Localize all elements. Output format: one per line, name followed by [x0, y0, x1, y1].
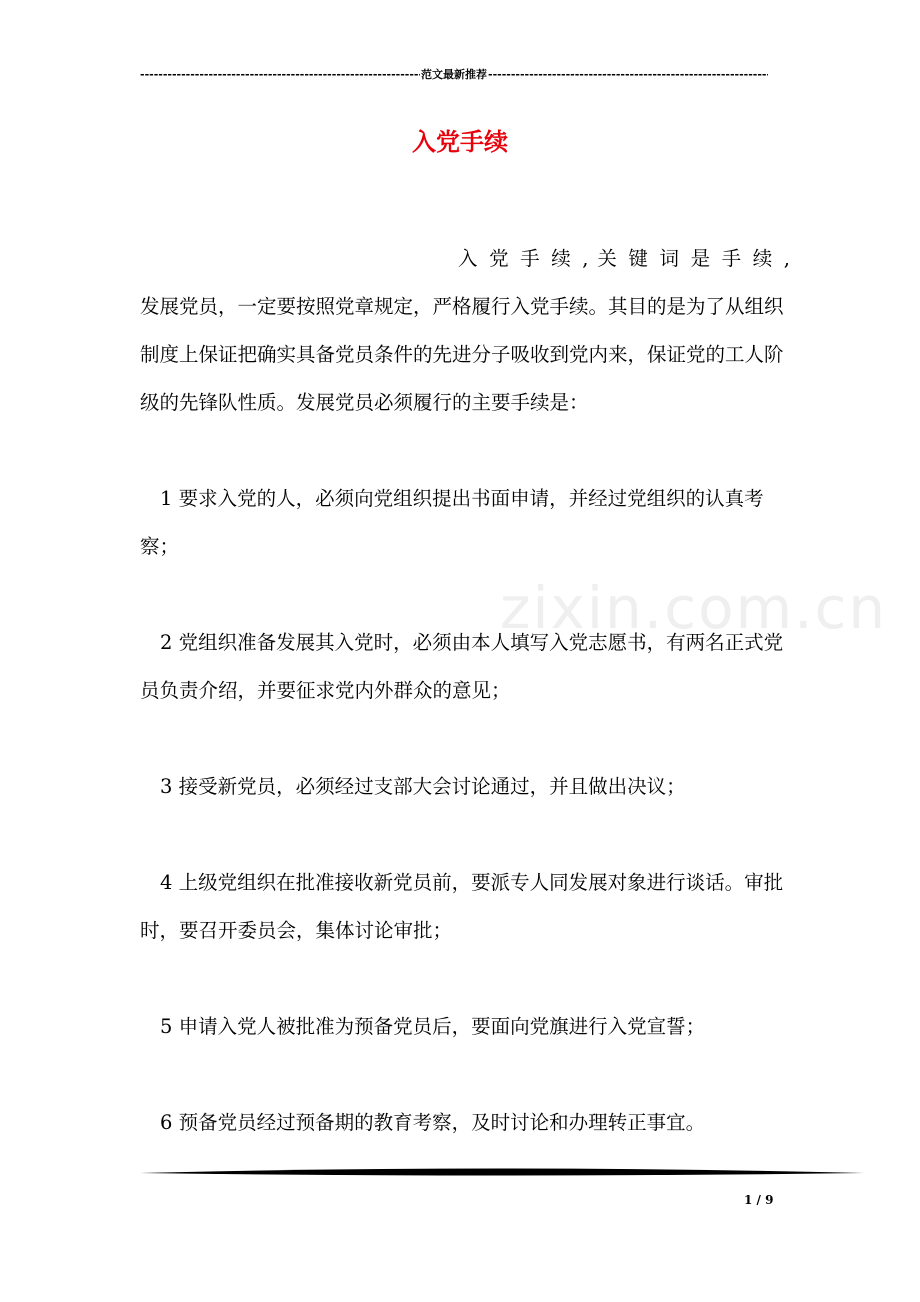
list-item-1: 1 要求入党的人，必须向党组织提出书面申请，并经过党组织的认真考察； — [140, 487, 764, 558]
header-rule-left — [140, 68, 420, 81]
list-item-4: 4 上级党组织在批准接收新党员前，要派专人同发展对象进行谈话。审批时，要召开委员会，集体讨论审批； — [140, 871, 784, 942]
header-label: 范文最新推荐 — [421, 68, 487, 81]
header-rule-right — [488, 68, 768, 81]
intro-first-line: 入 党 手 续 , 关 键 词 是 手 续 , — [458, 247, 790, 270]
list-item-3: 3 接受新党员，必须经过支部大会讨论通过，并且做出决议； — [160, 775, 686, 798]
list-item-5: 5 申请入党人被批准为预备党员后，要面向党旗进行入党宣誓； — [160, 1015, 706, 1038]
watermark: zixin.com.cn — [500, 574, 888, 642]
document-title: 入党手续 — [412, 128, 508, 156]
page-header — [140, 66, 768, 82]
list-item-2: 2 党组织准备发展其入党时，必须由本人填写入党志愿书，有两名正式党员负责介绍，并要征求党内外群众的意见； — [140, 631, 784, 702]
page-number: 1 / 9 — [744, 1193, 774, 1207]
list-item-6: 6 预备党员经过预备期的教育考察，及时讨论和办理转正事宜。 — [160, 1111, 706, 1134]
intro-paragraph: 发展党员，一定要按照党章规定，严格履行入党手续。其目的是为了从组织制度上保证把确实具备党员条件的先进分子吸收到党内来，保证党的工人阶级的先锋队性质。发展党员必须履行的主要手续是： — [140, 295, 784, 414]
footer-rule — [140, 1166, 864, 1180]
